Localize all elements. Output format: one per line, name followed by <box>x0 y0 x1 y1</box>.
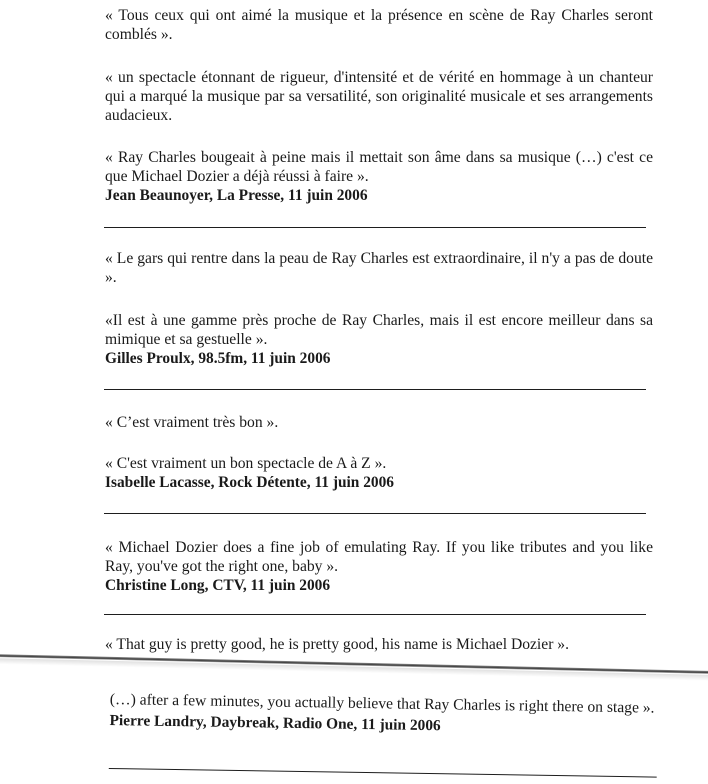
review-quote: « Tous ceux qui ont aimé la musique et la présence en scène de Ray Charles seront comblés ». <box>105 7 653 43</box>
review-christine-long <box>105 538 653 595</box>
review-quote: (…) after a few minutes, you actually believe that Ray Charles is right there on stage ». <box>109 690 655 717</box>
review-attribution: Jean Beaunoyer, La Presse, 11 juin 2006 <box>105 187 368 204</box>
review-quote: «Il est à une gamme près proche de Ray Charles, mais il est encore meilleur dans sa mimique et sa gestuelle ». <box>105 312 653 348</box>
review-quote: « Ray Charles bougeait à peine mais il mettait son âme dans sa musique (…) c'est ce que Michael Dozier a déjà réussi à faire ». <box>105 149 653 185</box>
review-quote-block <box>105 454 653 492</box>
review-jean-beaunoyer <box>105 6 653 44</box>
review-gilles-proulx <box>105 249 653 287</box>
review-pierre-landry <box>105 635 653 654</box>
review-quote: « Michael Dozier does a fine job of emulating Ray. If you like tributes and you like Ray, you've got the right one, baby ». <box>105 539 653 575</box>
divider <box>104 614 646 615</box>
review-quote: « C’est vraiment très bon ». <box>105 414 279 431</box>
divider <box>109 768 657 778</box>
review-quote: « Le gars qui rentre dans la peau de Ray Charles est extraordinaire, il n'y a pas de doute ». <box>105 250 653 286</box>
review-quote: « un spectacle étonnant de rigueur, d'intensité et de vérité en hommage à un chanteur qui a marqué la musique par sa versatilité, son originalité musicale et ses arrangements audacieux. <box>105 69 653 124</box>
review-quote-block-tilted <box>109 690 660 739</box>
review-attribution: Isabelle Lacasse, Rock Détente, 11 juin 2006 <box>105 474 394 491</box>
review-quote-block <box>105 311 653 368</box>
review-attribution: Christine Long, CTV, 11 juin 2006 <box>105 577 331 594</box>
divider <box>104 513 646 514</box>
review-attribution: Gilles Proulx, 98.5fm, 11 juin 2006 <box>105 350 331 367</box>
review-quote-block <box>105 68 653 125</box>
review-attribution: Pierre Landry, Daybreak, Radio One, 11 juin 2006 <box>109 711 441 735</box>
review-quote: « That guy is pretty good, he is pretty good, his name is Michael Dozier ». <box>105 636 569 653</box>
review-isabelle-lacasse <box>105 413 653 432</box>
divider <box>104 389 646 390</box>
review-quote: « C'est vraiment un bon spectacle de A à Z ». <box>105 455 387 472</box>
review-quote-block <box>105 148 653 205</box>
divider <box>104 227 646 228</box>
